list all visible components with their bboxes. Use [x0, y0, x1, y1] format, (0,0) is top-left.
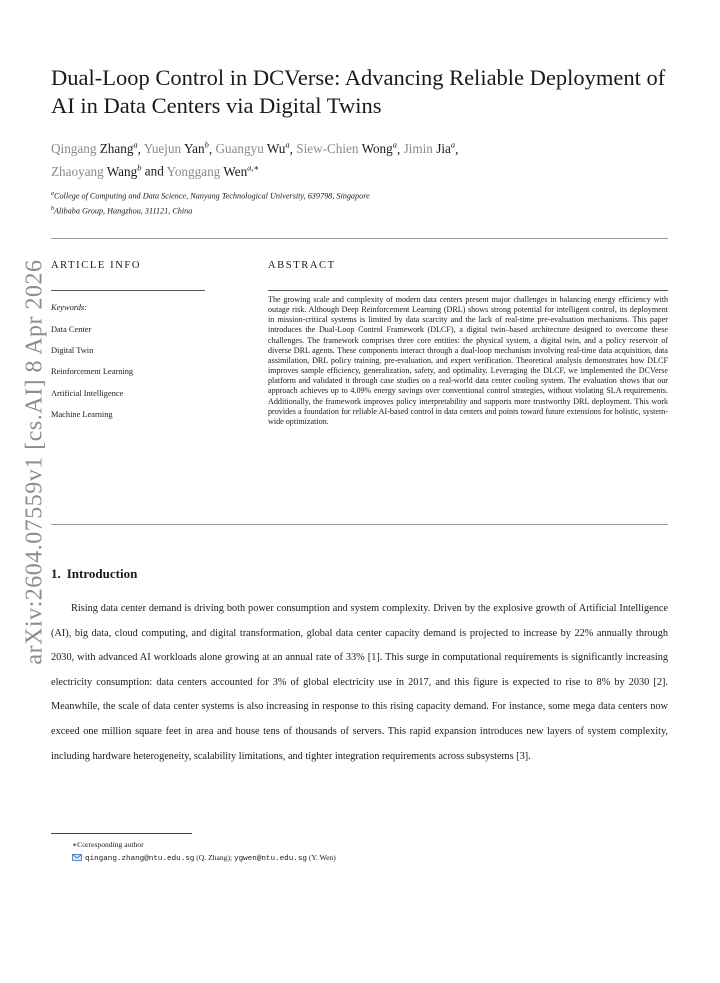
author-affiliation-mark: b	[204, 140, 209, 150]
arxiv-stamp-text: arXiv:2604.07559v1 [cs.AI] 8 Apr 2026	[21, 259, 48, 665]
author-name	[144, 141, 209, 156]
envelope-icon	[72, 854, 82, 861]
author-given-name: Qingang	[51, 141, 97, 157]
affiliation-mark: a	[51, 191, 54, 197]
author-surname: Zhang	[99, 141, 134, 157]
citation-link-2[interactable]: [2]	[653, 676, 666, 688]
abstract-bottom-divider	[51, 524, 668, 525]
arxiv-stamp	[20, 259, 50, 665]
affiliation-line	[51, 188, 370, 203]
author-affiliation-mark: a	[450, 140, 456, 150]
keyword-item: Reinforcement Learning	[51, 367, 134, 377]
corresponding-author-note: ∗Corresponding author	[72, 840, 144, 849]
author-surname: Wu	[266, 141, 286, 157]
keyword-item: Data Center	[51, 325, 92, 334]
affiliation-line	[51, 203, 370, 218]
footnote	[72, 838, 336, 866]
keyword-item: Machine Learning	[51, 409, 113, 419]
keyword-item: Artificial Intelligence	[51, 388, 124, 398]
author-affiliation-mark: a	[392, 140, 397, 150]
article-info-divider	[51, 290, 205, 291]
article-info-heading: ARTICLE INFO	[51, 260, 142, 271]
abstract-heading: ABSTRACT	[268, 260, 336, 271]
affiliation-text: College of Computing and Data Science, Nanyang Technological University, 639798, Singapore	[54, 191, 370, 201]
citation-link-1[interactable]: [1]	[367, 652, 380, 664]
author-name	[215, 141, 289, 156]
author-surname: Yan	[183, 141, 205, 157]
keywords-list	[51, 319, 133, 425]
author-name	[51, 164, 141, 179]
keywords-label: Keywords:	[51, 303, 87, 312]
keyword-item: Digital Twin	[51, 346, 94, 356]
author-given-name: Yuejun	[143, 141, 182, 157]
keywords-block	[51, 300, 133, 425]
intro-text-part: Rising data center demand is driving both power consumption and system complexity. Driven by the explosive growth of Artificial Intelligence (AI), big data, cloud computing, and digital transformation, global data center capacity demand is projected to increase by 22% annually through 2030, with advanced AI workloads alone growing at an annual rate of 33%	[51, 603, 668, 664]
author-given-name: Zhaoyang	[51, 163, 104, 179]
author-name	[296, 141, 397, 156]
author-name	[167, 164, 260, 179]
author-affiliation-mark: b	[137, 162, 142, 173]
section-heading-introduction	[51, 566, 137, 582]
abstract-divider	[268, 290, 668, 291]
section-title: Introduction	[66, 566, 138, 581]
author-affiliation-mark: a	[133, 140, 138, 150]
author-name	[51, 141, 138, 156]
email-line	[72, 851, 336, 866]
footnote-divider	[51, 833, 192, 834]
affiliation-text: Alibaba Group, Hangzhou, 311121, China	[54, 206, 193, 216]
intro-text-part: .	[528, 750, 531, 762]
authors-conjunction: and	[144, 163, 164, 179]
author-surname: Jia	[436, 141, 451, 157]
section-number: 1.	[51, 566, 61, 581]
intro-text-part: . This surge in computational requirements is significantly increasing electricity consumption: data centers accounted for 3% of global electricity use in 2017, and this figure is expected to rise to 8% by 2030	[51, 652, 668, 688]
author-affiliation-mark: a,∗	[247, 162, 260, 173]
affiliation-mark: b	[51, 205, 54, 212]
citation-link-3[interactable]: [3]	[516, 750, 529, 762]
affiliations	[51, 188, 370, 217]
email-owner: (Q. Zhang);	[194, 853, 235, 862]
author-given-name: Siew-Chien	[296, 141, 359, 157]
author-surname: Wong	[361, 141, 393, 157]
abstract-text: The growing scale and complexity of modern data centers present major challenges in balancing energy efficiency with outage risk. Although Deep Reinforcement Learning (DRL) shows strong potential for intelligent control, its deployment in mission-critical systems is limited by data scarcity and the lack of real-time pre-evaluation mechanisms. This paper introduces the Dual-Loop Control Framework (DLCF), a digital twin–based architecture designed to overcome these challenges. The framework comprises three core entities: the physical system, a digital twin, and a policy reservoir of diverse DRL agents. These components interact through a dual-loop mechanism involving real-time data acquisition, data assimilation, DRL policy training, pre-evaluation, and expert verification. Theoretical analysis demonstrates how DLCF improves sample efficiency, generalization, safety, and optimality. Leveraging the DLCF, we implemented the DCVerse platform and validated it through case studies on a real-world data center cooling system. The evaluation shows that our approach achieves up to 4.09% energy savings over conventional control strategies, without violating SLA requirements. Additionally, the framework improves policy interpretability and supports more trustworthy DRL deployment. This work provides a foundation for reliable AI-based control in data centers and points toward future extensions for holistic, system-wide optimization.	[268, 295, 668, 426]
author-affiliation-mark: a	[285, 140, 290, 150]
email-owner: (Y. Wen)	[306, 853, 336, 862]
email-link-zhang[interactable]: qingang.zhang@ntu.edu.sg	[85, 855, 195, 863]
author-surname: Wen	[223, 163, 248, 179]
author-given-name: Guangyu	[215, 141, 264, 157]
author-name	[404, 141, 456, 156]
author-list: Qingang Zhang$^a$, Yuejun Yan$^b$, Guangyu Wu$^a$, Siew-Chien Wong$^a$, Jimin Jia$^a$, Zhaoyang Wang$^b$ and Yonggang Wen$^{a,∗}$	[51, 140, 459, 179]
author-given-name: Jimin	[403, 141, 433, 157]
paper-title: Dual-Loop Control in DCVerse: Advancing Reliable Deployment of AI in Data Centers via Digital Twins	[51, 65, 666, 118]
author-given-name: Yonggang	[166, 163, 221, 179]
header-divider	[51, 238, 668, 239]
introduction-paragraph	[51, 597, 668, 769]
author-surname: Wang	[106, 163, 138, 179]
intro-text-part: . Meanwhile, the scale of data center systems is also increasing in response to this rising capacity demand. For instance, some mega data centers now exceed one million square feet in area and house tens of thousands of servers. This rapid expansion introduces new layers of system complexity, including hardware heterogeneity, scalability limitations, and tighter integration requirements across subsystems	[51, 676, 668, 762]
email-link-wen[interactable]: ygwen@ntu.edu.sg	[234, 855, 307, 863]
